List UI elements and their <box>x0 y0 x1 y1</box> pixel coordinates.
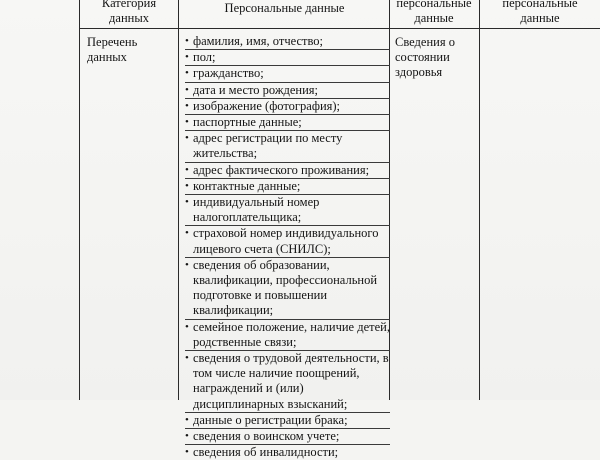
list-item: • пол; <box>185 49 390 65</box>
list-item: • контактные данные; <box>185 178 390 194</box>
header-special-data: персональные данные <box>396 0 472 25</box>
list-item: • сведения о трудовой деятельности, в том числе наличие поощрений, награждений и (или) дисциплинарных взысканий; <box>185 350 390 412</box>
list-item: • гражданство; <box>185 65 390 81</box>
list-item: • адрес регистрации по месту жительства; <box>185 130 390 161</box>
table-divider-1 <box>178 0 179 400</box>
table-border-left <box>79 0 80 400</box>
header-category: Категория данных <box>101 0 157 25</box>
list-item: • страховой номер индивидуального лицевого счета (СНИЛС); <box>185 225 390 256</box>
header-separator <box>79 28 600 29</box>
list-item: • данные о регистрации брака; <box>185 412 390 428</box>
list-item: • паспортные данные; <box>185 114 390 130</box>
special-data-text: Сведения о состоянии здоровья <box>395 35 455 79</box>
list-item: • дата и место рождения; <box>185 82 390 98</box>
list-item: • сведения о воинском учете; <box>185 428 390 444</box>
row-category-label: Перечень данных <box>87 35 138 64</box>
list-item: • фамилия, имя, отчество; <box>185 34 390 49</box>
personal-data-list <box>185 34 390 460</box>
list-item: • адрес фактического проживания; <box>185 162 390 178</box>
table-divider-3 <box>479 0 480 400</box>
list-item: • семейное положение, наличие детей, родственные связи; <box>185 319 390 350</box>
list-item: • индивидуальный номер налогоплательщика; <box>185 194 390 225</box>
header-biometric-data: персональные данные <box>502 0 578 25</box>
list-item: • изображение (фотография); <box>185 98 390 114</box>
list-item: • сведения об образовании, квалификации, профессиональной подготовке и повышении квалификации; <box>185 257 390 319</box>
list-item: • сведения об инвалидности; <box>185 444 390 460</box>
header-personal-data: Персональные данные <box>224 1 345 15</box>
